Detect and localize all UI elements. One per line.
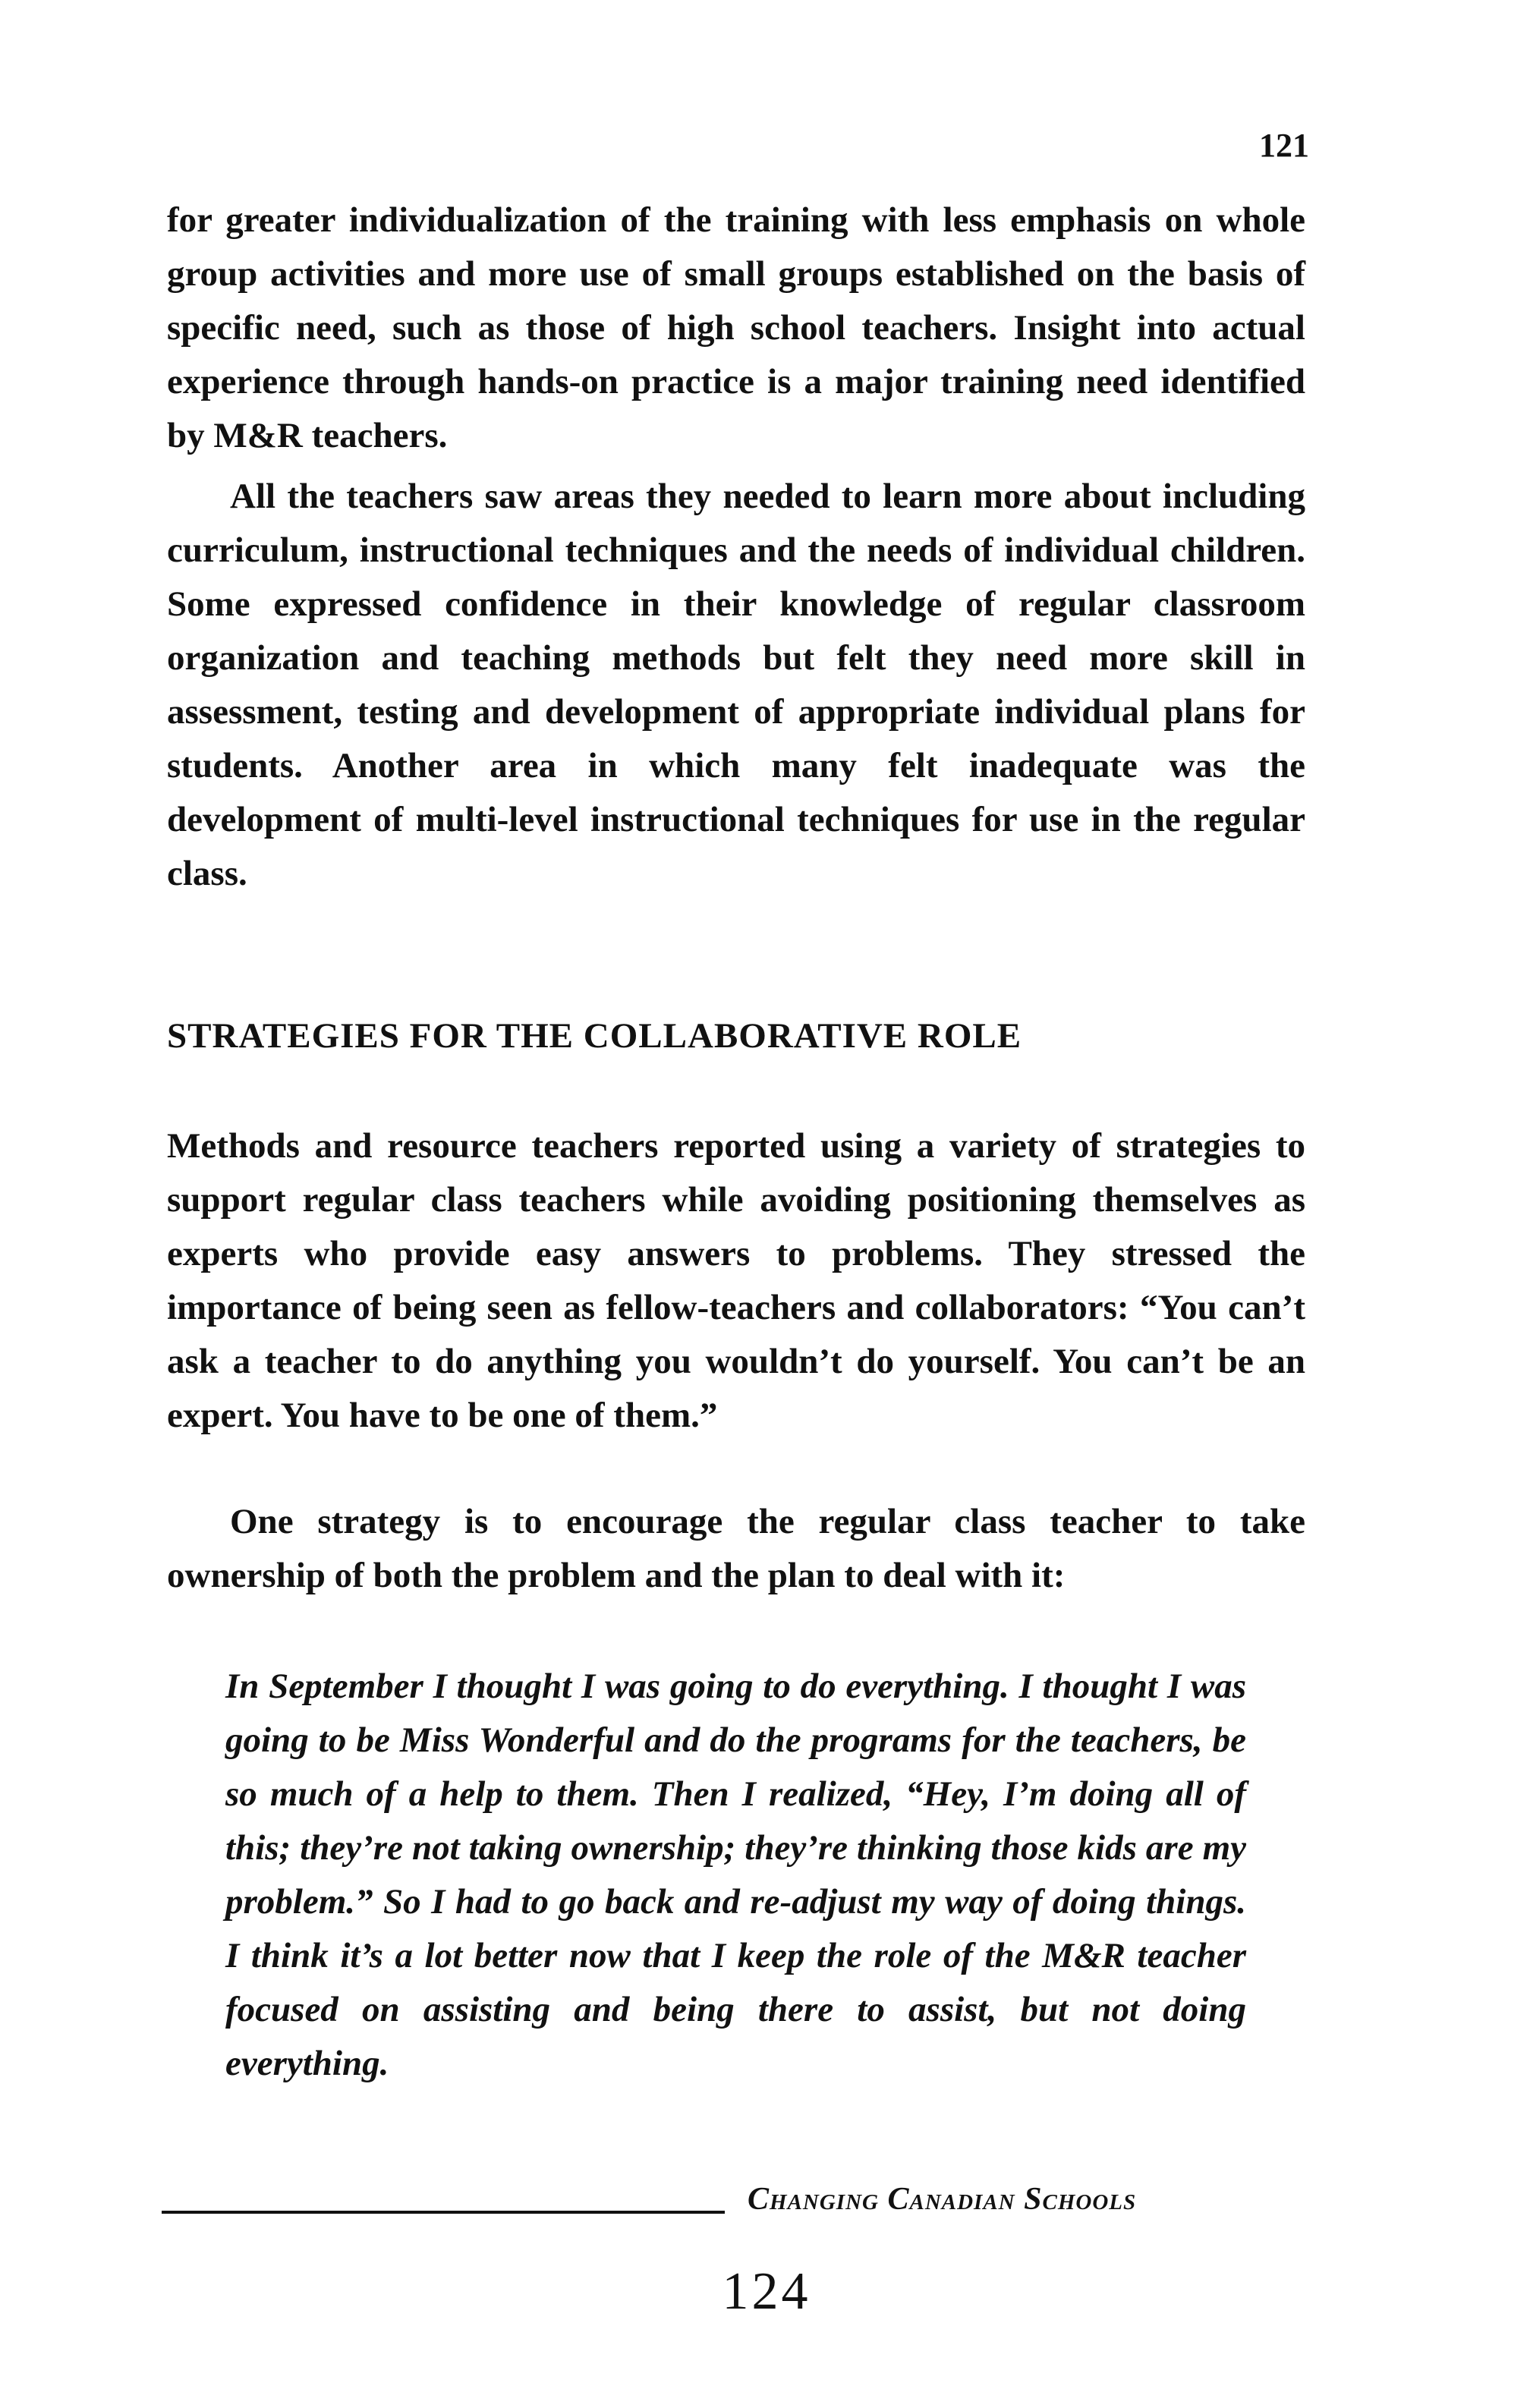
running-title: Changing Canadian Schools [748, 2182, 1137, 2217]
block-quote: In September I thought I was going to do everything. I thought I was going to be Miss Wonderful and do the programs for the teachers, be so much of a help to them. Then I realized, “Hey, I’m doing all of this; they’re not taking ownership; they’re thinking those kids are my problem.” So I had to go back and re-adjust my way of doing things. I think it’s a lot better now that I keep the role of the M&R teacher focused on assisting and being there to assist, but not doing everything. [225, 1667, 1246, 2083]
paragraph-learning-needs: All the teachers saw areas they needed to learn more about including curriculum, instructional techniques and the needs of individual children. Some expressed confidence in their knowledge of regular classroom organization and teaching methods but felt they need more skill in assessment, testing and development of appropriate individual plans for students. Another area in which many felt inadequate was the development of multi-level instructional techniques for use in the regular class. [167, 477, 1305, 893]
footer-rule [162, 2211, 725, 2214]
section-heading: STRATEGIES FOR THE COLLABORATIVE ROLE [167, 1016, 1022, 1056]
paragraph-continuation: for greater individualization of the training with less emphasis on whole group activities and more use of small groups established on the basis of specific need, such as those of high school teachers. Insight into actual experience through hands-on practice is a major training need identified by M&R teachers. [167, 200, 1305, 455]
folio-number: 124 [722, 2262, 811, 2321]
paragraph-strategies: Methods and resource teachers reported using a variety of strategies to support regular class teachers while avoiding positioning themselves as experts who provide easy answers to problems. They stressed the importance of being seen as fellow-teachers and collaborators: “You can’t ask a teacher to do anything you wouldn’t do yourself. You can’t be an expert. You have to be one of them.” [167, 1126, 1305, 1435]
paragraph-ownership: One strategy is to encourage the regular class teacher to take ownership of both the problem and the plan to deal with it: [167, 1502, 1305, 1595]
page-number: 121 [1259, 127, 1309, 164]
